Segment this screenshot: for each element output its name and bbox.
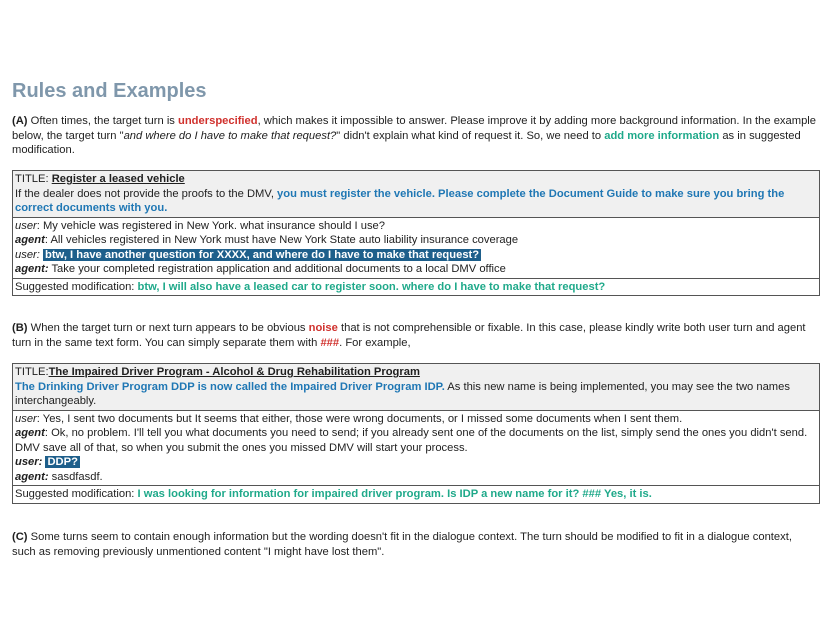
target-turn-highlight: DDP? xyxy=(47,456,78,468)
suggestion-text: btw, I will also have a leased car to register soon. where do I have to make that request? xyxy=(137,280,606,293)
dialogue-turn xyxy=(15,219,817,234)
example-2-suggestion xyxy=(13,486,819,503)
turn-text: All vehicles registered in New York must have New York State auto liability insurance coverage xyxy=(50,234,519,246)
section-c-text xyxy=(12,530,816,559)
turn-text: Ok, no problem. I'll tell you what documents you need to send; if you already sent one of the documents on the list, simply send the ones you didn't send. DMV save all of that, so when you submit the ones you missed DMV will start your process. xyxy=(15,427,808,454)
section-b-text-1: When the target turn or next turn appears to be obvious xyxy=(27,322,309,334)
example-1-context-highlight: you must register the vehicle. Please complete the Document Guide to make sure you bring the correct documents with you. xyxy=(15,187,785,214)
speaker-label: user xyxy=(15,412,37,425)
dialogue-turn xyxy=(15,412,817,427)
keyword-noise: noise xyxy=(308,322,338,334)
example-1-title-line xyxy=(15,172,817,187)
dialogue-turn-target xyxy=(15,248,817,263)
turn-text: Take your completed registration application and additional documents to a local DMV office xyxy=(51,263,506,275)
suggestion-label: Suggested modification: xyxy=(15,488,138,500)
example-2-title: The Impaired Driver Program - Alcohol & Drug Rehabilitation Program xyxy=(48,366,420,378)
section-a-marker: (A) xyxy=(12,115,28,127)
dialogue-turn xyxy=(15,426,817,455)
speaker-label: agent: xyxy=(15,470,49,483)
target-turn-highlight: btw, I have another question for XXXX, and where do I have to make that request? xyxy=(44,248,480,261)
example-2-header xyxy=(13,364,819,411)
section-c-marker: (C) xyxy=(12,531,28,543)
speaker-label: user: xyxy=(15,456,43,468)
section-c-body: Some turns seem to contain enough information but the wording doesn't fit in the dialogue context. The turn should be modified to fit in a dialogue context, such as removing previously unmentioned content "I might have lost them". xyxy=(12,531,792,558)
dialogue-turn xyxy=(15,233,817,248)
example-1-dialogue xyxy=(13,218,819,279)
speaker-label: user: xyxy=(15,248,40,261)
section-a-text-1: Often times, the target turn is xyxy=(27,115,179,127)
section-a-text-3: " didn't explain what kind of request it. So, we need to xyxy=(336,129,605,142)
speaker-label: agent xyxy=(15,427,45,439)
example-2-title-label: TITLE: xyxy=(15,366,49,378)
example-2-context-highlight: The Drinking Driver Program DDP is now called the Impaired Driver Program IDP. xyxy=(15,380,445,393)
suggestion-label: Suggested modification: xyxy=(15,280,138,293)
target-turn-quote: and where do I have to make that request? xyxy=(123,129,337,142)
example-2-context-plain: As this new name is being implemented, you may see the two names interchangeably. xyxy=(15,380,790,407)
section-a-text xyxy=(12,114,816,158)
section-b-marker: (B) xyxy=(12,322,28,334)
section-b-text xyxy=(12,321,816,350)
example-2-dialogue xyxy=(13,411,819,487)
turn-text: My vehicle was registered in New York. what insurance should I use? xyxy=(42,219,385,232)
keyword-add-more-information: add more information xyxy=(604,129,720,142)
keyword-underspecified: underspecified xyxy=(178,115,258,127)
turn-separator: : xyxy=(36,412,43,425)
section-a-text-2: , which makes it impossible to answer. Please improve it by adding more background information. In the example below, the target turn " xyxy=(12,115,817,142)
turn-text: Yes, I sent two documents but It seems that either, those were wrong documents, or I missed some documents when I sent them. xyxy=(42,412,683,425)
dialogue-turn-target xyxy=(15,455,817,470)
section-b-text-3: . For example, xyxy=(339,336,411,349)
suggestion-text: I was looking for information for impaired driver program. Is IDP a new name for it? ### Yes, it is. xyxy=(137,488,652,500)
example-1-title: Register a leased vehicle xyxy=(51,173,185,185)
section-a-text-4: as in suggested modification. xyxy=(12,129,801,156)
turn-text: sasdfasdf. xyxy=(51,470,103,483)
dialogue-turn xyxy=(15,470,817,485)
turn-separator: : xyxy=(44,234,51,246)
dialogue-turn xyxy=(15,262,817,277)
example-box-2 xyxy=(12,363,820,504)
speaker-label: agent xyxy=(15,234,45,246)
speaker-label: agent: xyxy=(15,263,49,275)
section-b-text-2: that is not comprehensible or fixable. In this case, please kindly write both user turn and agent turn in the same text form. You can simply separate them with xyxy=(12,322,806,349)
example-box-1 xyxy=(12,170,820,296)
example-1-context xyxy=(15,187,817,216)
example-1-header xyxy=(13,171,819,218)
example-1-suggestion xyxy=(13,279,819,296)
turn-separator: : xyxy=(36,219,43,232)
example-1-title-label: TITLE: xyxy=(15,173,52,185)
example-2-context xyxy=(15,380,817,409)
example-2-title-line xyxy=(15,365,817,380)
separator-token: ### xyxy=(320,336,340,349)
speaker-label: user xyxy=(15,219,37,232)
example-1-context-plain: If the dealer does not provide the proofs to the DMV, xyxy=(15,187,278,200)
turn-separator: : xyxy=(44,427,52,439)
page-title: Rules and Examples xyxy=(12,80,207,102)
